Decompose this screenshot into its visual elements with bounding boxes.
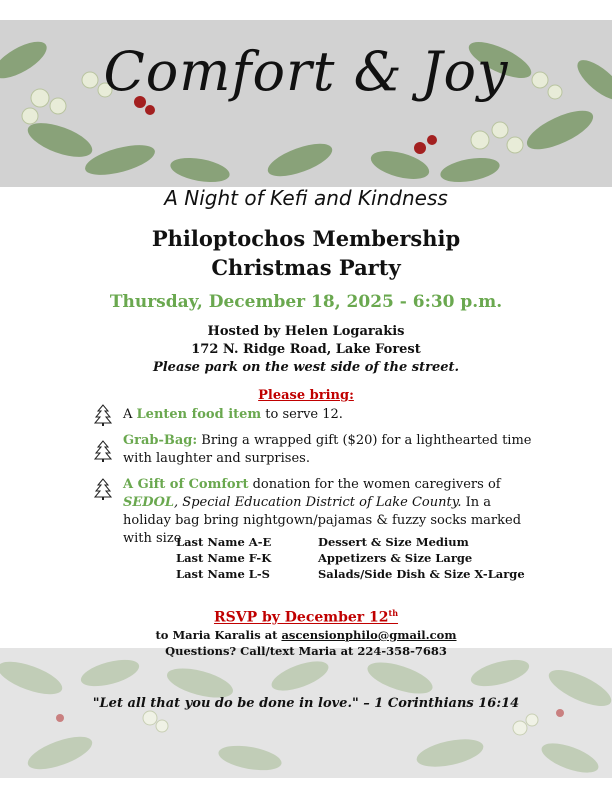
event-title: Comfort & Joy xyxy=(103,40,509,103)
host-name: Hosted by Helen Logarakis xyxy=(207,324,405,339)
assignment-group: Last Name F-K xyxy=(176,551,272,565)
org-full-name: , Special Education District of Lake County. xyxy=(174,495,462,510)
item-text: In a holiday bag bring nightgown/pajamas & fuzzy socks marked with size xyxy=(123,495,522,546)
assignment-group: Last Name L-S xyxy=(176,567,270,581)
christmas-tree-icon xyxy=(94,404,112,426)
rsvp-deadline xyxy=(0,608,612,626)
item-highlight: Lenten food item xyxy=(136,407,262,422)
item-text: donation for the women caregivers of xyxy=(248,477,501,492)
holly-garland-bottom-illustration xyxy=(0,648,612,778)
item-text: to serve 12. xyxy=(261,407,343,422)
item-highlight: A Gift of Comfort xyxy=(123,477,249,492)
rsvp-suffix: th xyxy=(388,608,399,618)
item-text: A xyxy=(123,407,137,422)
assignment-dish: Dessert & Size Medium xyxy=(318,535,469,549)
host-address: 172 N. Ridge Road, Lake Forest xyxy=(191,342,421,357)
questions-phone: Questions? Call/text Maria at 224-358-7683 xyxy=(165,644,447,658)
heading-line-2: Christmas Party xyxy=(211,255,401,280)
bring-item-grab-bag xyxy=(123,432,543,468)
christmas-tree-icon xyxy=(94,440,112,462)
please-bring-heading: Please bring: xyxy=(258,388,354,403)
item-highlight: Grab-Bag: xyxy=(123,433,198,448)
item-text: Bring a wrapped gift ($20) for a lighthearted time with laughter and surprises. xyxy=(123,433,532,466)
org-name: SEDOL xyxy=(123,495,175,510)
christmas-tree-icon xyxy=(94,478,112,500)
assignment-dish: Appetizers & Size Large xyxy=(318,551,473,565)
bible-quote: "Let all that you do be done in love." – 1 Corinthians 16:14 xyxy=(92,696,520,711)
contact-email-link[interactable]: ascensionphilo@gmail.com xyxy=(281,628,457,642)
heading-line-1: Philoptochos Membership xyxy=(151,226,461,251)
event-date: Thursday, December 18, 2025 - 6:30 p.m. xyxy=(109,292,503,312)
bring-item-lenten xyxy=(123,406,543,424)
parking-note: Please park on the west side of the street. xyxy=(152,360,460,375)
event-subtitle: A Night of Kefi and Kindness xyxy=(164,186,448,210)
bottom-holly-banner xyxy=(0,648,612,778)
contact-prefix: to Maria Karalis at xyxy=(155,628,282,642)
assignment-group: Last Name A-E xyxy=(176,535,272,549)
assignment-dish: Salads/Side Dish & Size X-Large xyxy=(318,567,525,581)
rsvp-text: RSVP by December 12 xyxy=(213,609,389,626)
rsvp-contact xyxy=(0,628,612,642)
